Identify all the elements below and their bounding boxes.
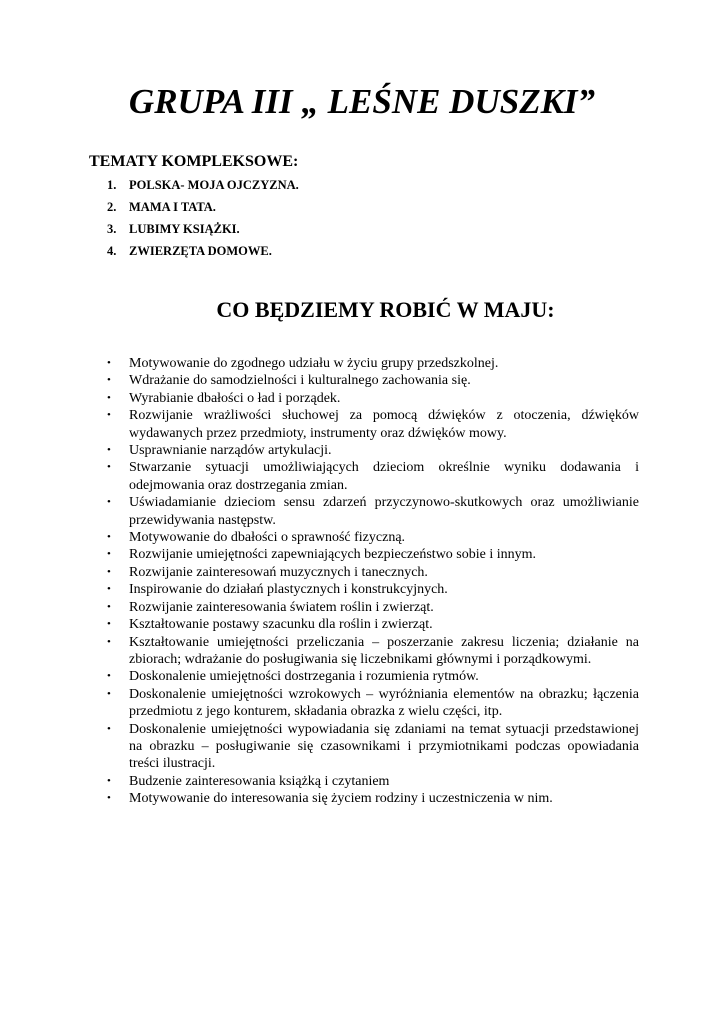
goal-item — [107, 459, 639, 494]
bullet-icon: • — [107, 357, 111, 369]
goal-item — [107, 564, 639, 581]
topic-item — [107, 240, 299, 262]
topic-item — [107, 174, 299, 196]
goal-text: Stwarzanie sytuacji umożliwiających dzieciom określnie wyniku dodawania i odejmowania oraz dostrzegania zmian. — [129, 460, 639, 493]
topic-item — [107, 218, 299, 240]
topic-number: 4. — [107, 244, 117, 258]
goal-item — [107, 773, 639, 790]
section-subtitle: CO BĘDZIEMY ROBIĆ W MAJU: — [216, 297, 555, 322]
bullet-icon: • — [107, 531, 111, 544]
goal-item — [107, 355, 639, 372]
bullet-icon: • — [107, 687, 111, 700]
goal-item — [107, 529, 639, 546]
goal-text: Doskonalenie umiejętności wzrokowych – wyróżniania elementów na obrazku; łączenia przedmiotu z jego konturem, składania obrazka z wielu części, itp. — [129, 686, 639, 720]
goal-item — [107, 407, 639, 442]
bullet-icon: • — [107, 565, 111, 578]
goal-text: Motywowanie do zgodnego udziału w życiu grupy przedszkolnej. — [129, 356, 499, 371]
bullet-icon: • — [107, 618, 111, 631]
goal-item — [107, 790, 639, 807]
bullet-icon: • — [107, 722, 111, 735]
bullet-icon: • — [107, 444, 111, 457]
goal-text: Kształtowanie postawy szacunku dla roślin i zwierząt. — [129, 617, 433, 633]
goal-item — [107, 442, 639, 459]
bullet-icon: • — [107, 496, 111, 509]
topics-heading: TEMATY KOMPLEKSOWE: — [89, 153, 299, 170]
goal-text: Kształtowanie umiejętności przeliczania – poszerzanie zakresu liczenia; działanie na zbiorach; wdrażanie do posługiwania się liczebnikami głównymi i porządkowymi. — [129, 634, 639, 667]
goal-item — [107, 494, 639, 529]
goal-text: Doskonalenie umiejętności wypowiadania się zdaniami na temat sytuacji przedstawionej na obrazku – posługiwanie się czasownikami i przymiotnikami podczas opowiadania treści ilustracji. — [129, 721, 639, 772]
goal-text: Budzenie zainteresowania książką i czytaniem — [129, 773, 390, 789]
goal-text: Motywowanie do interesowania się życiem rodziny i uczestniczenia w nim. — [129, 791, 553, 807]
topics-list — [107, 174, 299, 262]
topic-text: LUBIMY KSIĄŻKI. — [129, 222, 240, 236]
goal-text: Rozwijanie umiejętności zapewniających bezpieczeństwo sobie i innym. — [129, 547, 537, 563]
goal-text: Usprawnianie narządów artykulacji. — [129, 443, 332, 459]
goal-text: Motywowanie do dbałości o sprawność fizyczną. — [129, 530, 406, 546]
goal-item — [107, 686, 639, 721]
goal-item — [107, 372, 639, 389]
goal-text: Doskonalenie umiejętności dostrzegania i rozumienia rytmów. — [129, 669, 479, 685]
bullet-icon: • — [107, 391, 111, 404]
topic-text: MAMA I TATA. — [129, 200, 216, 214]
goal-text: Rozwijanie zainteresowań muzycznych i tanecznych. — [129, 564, 428, 580]
bullet-icon: • — [107, 600, 111, 613]
goal-text: Inspirowanie do działań plastycznych i konstrukcyjnych. — [129, 582, 448, 598]
goal-item — [107, 581, 639, 598]
goal-item — [107, 390, 639, 407]
goal-item — [107, 634, 639, 669]
goal-item — [107, 721, 639, 773]
goal-item — [107, 616, 639, 633]
document-title: GRUPA III „ LEŚNE DUSZKI” — [128, 82, 596, 121]
bullet-icon: • — [107, 792, 111, 805]
bullet-icon: • — [107, 548, 111, 561]
bullet-icon: • — [107, 409, 111, 422]
topic-text: ZWIERZĘTA DOMOWE. — [129, 244, 272, 258]
goal-item — [107, 546, 639, 563]
bullet-icon: • — [107, 670, 111, 683]
bullet-icon: • — [107, 774, 111, 787]
bullet-icon: • — [107, 461, 111, 474]
goal-item — [107, 668, 639, 685]
goal-text: Uświadamianie dzieciom sensu zdarzeń przyczynowo-skutkowych oraz umożliwianie przewidywania następstw. — [129, 495, 639, 528]
topic-item — [107, 196, 299, 218]
goal-text: Wdrażanie do samodzielności i kulturalnego zachowania się. — [129, 373, 471, 389]
topic-number: 1. — [107, 178, 117, 192]
bullet-icon: • — [107, 635, 111, 648]
topic-text: POLSKA- MOJA OJCZYZNA. — [129, 178, 299, 192]
goal-text: Rozwijanie wrażliwości słuchowej za pomocą dźwięków z otoczenia, dźwięków wydawanych przez przedmioty, instrumenty oraz dźwięków mowy. — [129, 408, 639, 441]
goal-text: Rozwijanie zainteresowania światem roślin i zwierząt. — [129, 599, 434, 615]
goal-text: Wyrabianie dbałości o ład i porządek. — [129, 390, 341, 406]
goals-list — [107, 355, 639, 808]
bullet-icon: • — [107, 374, 111, 387]
topic-number: 2. — [107, 200, 117, 214]
goal-item — [107, 599, 639, 616]
topic-number: 3. — [107, 222, 117, 236]
bullet-icon: • — [107, 583, 111, 596]
